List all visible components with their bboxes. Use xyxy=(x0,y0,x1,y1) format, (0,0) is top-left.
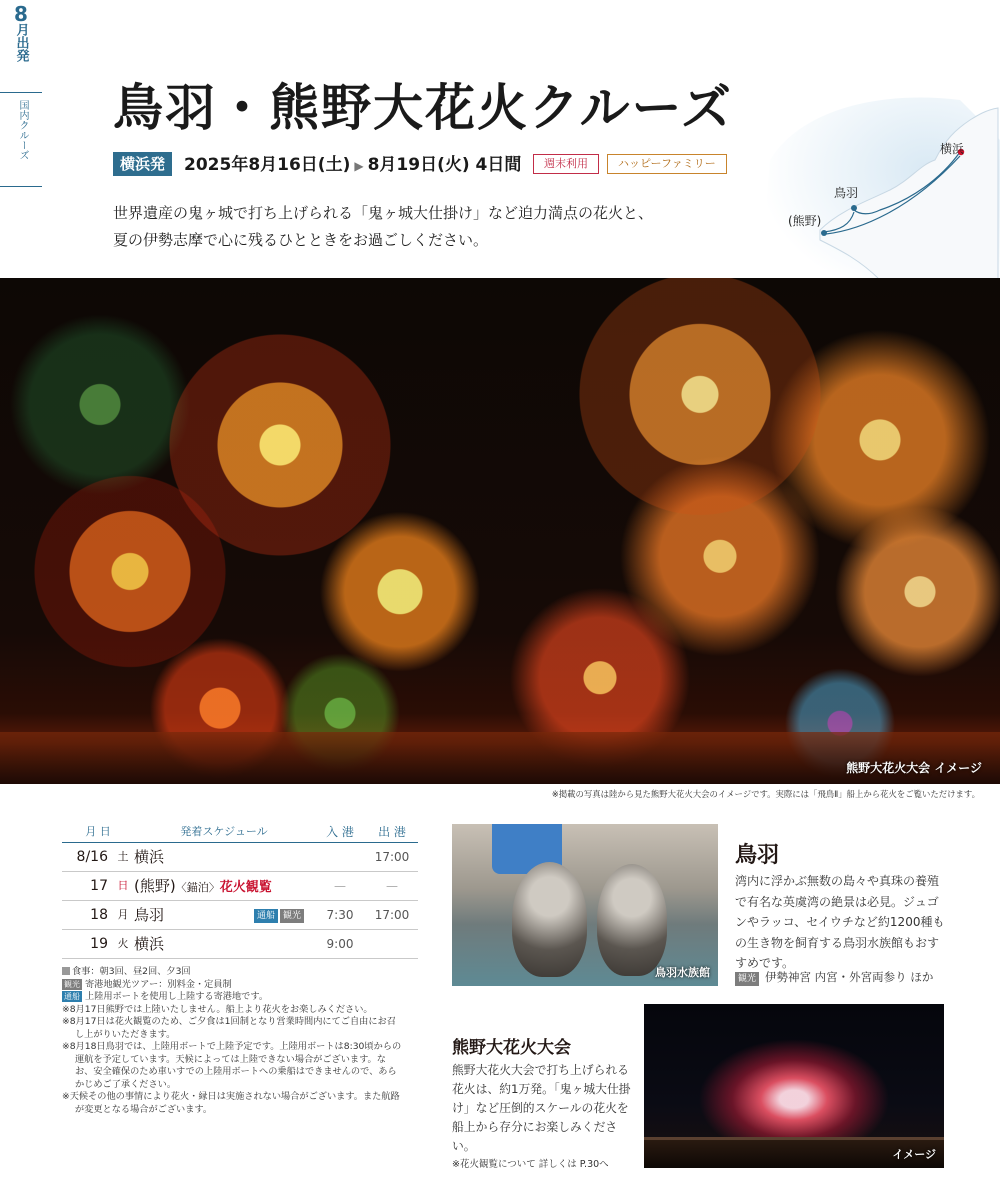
tender-badge: 通船 xyxy=(64,992,80,1001)
row-dow: 日 xyxy=(117,879,129,892)
note-tour xyxy=(62,979,402,992)
photo-disclaimer: ※掲載の写真は陸から見た熊野大花火大会のイメージです。実際には「飛鳥Ⅱ」船上から花火をご覧いただけます。 xyxy=(551,789,980,799)
row-depart: 17:00 xyxy=(374,908,410,922)
cruise-dates xyxy=(184,150,521,175)
map-label-toba: 鳥羽 xyxy=(834,186,859,200)
row-dow: 月 xyxy=(117,908,129,921)
side-index-tab xyxy=(0,0,42,186)
row-arrive xyxy=(314,843,366,871)
kumano-photo-caption: イメージ xyxy=(892,1148,936,1161)
note-boat xyxy=(62,991,402,1004)
header-depart: 出 港 xyxy=(378,825,406,839)
lead-line-1: 世界遺産の鬼ヶ城で打ち上げられる「鬼ヶ城大仕掛け」など迫力満点の花火と、 xyxy=(113,204,654,222)
route-map-graphic xyxy=(760,80,1000,280)
row-depart xyxy=(366,930,418,958)
kumano-description: 熊野大花火大会で打ち上げられる花火は、約1万発。「鬼ヶ城大仕掛け」など圧倒的スケールの花火を船上から存分にお楽しみください。 xyxy=(452,1063,631,1153)
toba-aquarium-photo xyxy=(452,824,718,986)
kumano-reference-note: ※花火観覧について 詳しくは P.30へ xyxy=(452,1159,609,1170)
schedule-notes xyxy=(62,966,402,1116)
page-title: 鳥羽・熊野大花火クルーズ xyxy=(113,78,733,137)
square-bullet-icon xyxy=(62,967,70,975)
route-map xyxy=(760,80,1000,280)
arrow-right-icon: ▶ xyxy=(354,159,364,173)
row-date: 8/16 xyxy=(76,849,108,865)
note-1: ※8月17日熊野では上陸いたしません。船上より花火をお楽しみください。 xyxy=(62,1003,373,1015)
month-label xyxy=(0,2,42,66)
toba-sightseeing-text: 伊勢神宮 内宮・外宮両参り ほか xyxy=(765,970,934,984)
table-row xyxy=(62,843,418,872)
row-dow: 土 xyxy=(117,850,129,863)
row-arrive: — xyxy=(334,879,346,893)
tour-badge: 観光 xyxy=(64,979,80,989)
row-date: 17 xyxy=(90,878,108,894)
table-row xyxy=(62,872,418,901)
row-port: (熊野) xyxy=(134,877,176,895)
tour-badge: 観光 xyxy=(735,972,759,986)
row-depart: 17:00 xyxy=(374,850,410,864)
sea-otter-left xyxy=(512,862,587,977)
note-2: ※8月17日は花火観覧のため、ご夕食は1回制となり営業時間内にてご自由にお召し上がりいただきます。 xyxy=(62,1016,396,1040)
fireworks-viewing-note: 花火観覧 xyxy=(219,880,272,895)
schedule-table xyxy=(62,822,418,959)
table-row xyxy=(62,930,418,959)
sea-reflection xyxy=(0,732,1000,784)
date-to: 8月19日(火) 4日間 xyxy=(367,155,522,175)
row-port: 横浜 xyxy=(134,848,165,866)
row-dow: 火 xyxy=(117,937,129,950)
depart-port-badge: 横浜発 xyxy=(113,152,172,176)
row-port: 鳥羽 xyxy=(134,906,165,924)
note-boat-text: 上陸用ボートを使用し上陸する寄港地です。 xyxy=(85,991,269,1002)
schedule-header-row xyxy=(62,822,418,843)
row-date: 18 xyxy=(90,907,108,923)
kumano-marker xyxy=(821,230,827,236)
date-from: 2025年8月16日(土) xyxy=(184,155,351,175)
kumano-heading: 熊野大花火大会 xyxy=(452,1038,571,1058)
tender-badge: 通船 xyxy=(254,909,278,923)
map-label-kumano: (熊野) xyxy=(788,214,822,228)
toba-marker xyxy=(851,205,857,211)
table-row xyxy=(62,901,418,930)
toba-sightseeing xyxy=(735,969,933,986)
row-port-cell xyxy=(134,872,314,900)
toba-description: 湾内に浮かぶ無数の島々や真珠の養殖で有名な英虞湾の絶景は必見。ジュゴンやラッコ、セイウチなど約1200種もの生き物を飼育する鳥羽水族館もおすすめです。 xyxy=(735,874,945,970)
sea-otter-right xyxy=(597,864,667,976)
kumano-fireworks-photo xyxy=(644,1004,944,1168)
lead-line-2: 夏の伊勢志摩で心に残るひとときをお過ごしください。 xyxy=(113,231,489,249)
lead-text xyxy=(113,200,713,254)
toba-photo-caption: 鳥羽水族館 xyxy=(655,966,710,979)
header-arrive: 入 港 xyxy=(326,825,354,839)
row-arrive: 7:30 xyxy=(326,908,354,922)
anchor-note: 〈錨泊〉 xyxy=(175,881,220,894)
hero-caption: 熊野大花火大会 イメージ xyxy=(846,761,982,775)
row-port: 横浜 xyxy=(134,935,165,953)
toba-heading: 鳥羽 xyxy=(735,842,780,868)
month-number: 8 xyxy=(14,2,28,26)
note-meals-text: 食事：朝3回、昼2回、夕3回 xyxy=(72,966,191,977)
note-3: ※8月18日鳥羽では、上陸用ボートで上陸予定です。上陸用ボートは8:30頃からの運航を予定しています。天候によっては上陸できない場合がございます。なお、安全確保のため車いすでの上陸用ボートへの乗船はできませんので、あらかじめご了承ください。 xyxy=(62,1041,402,1090)
row-port-cell xyxy=(134,901,314,929)
note-4: ※天候その他の事情により花火・縁日は実施されない場合がございます。また航路が変更となる場合がございます。 xyxy=(62,1091,400,1115)
note-meals xyxy=(62,966,402,979)
category-label: 国内クルーズ xyxy=(17,100,28,160)
row-depart: — xyxy=(386,879,398,893)
row-date: 19 xyxy=(90,936,108,952)
header-date: 月 日 xyxy=(85,825,111,838)
tour-badge: 観光 xyxy=(280,909,304,923)
note-tour-text: 寄港地観光ツアー：別料金・定員制 xyxy=(85,978,232,990)
row-arrive: 9:00 xyxy=(326,937,354,951)
header-schedule: 発着スケジュール xyxy=(180,825,268,838)
map-label-yokohama: 横浜 xyxy=(940,142,965,156)
month-text: 月出発 xyxy=(13,23,29,62)
tag-happy-family: ハッピーファミリー xyxy=(607,154,727,174)
tag-weekend: 週末利用 xyxy=(533,154,599,174)
hero-fireworks-photo xyxy=(0,278,1000,784)
tab-bottom-rule xyxy=(0,186,42,187)
tab-divider xyxy=(0,92,42,93)
